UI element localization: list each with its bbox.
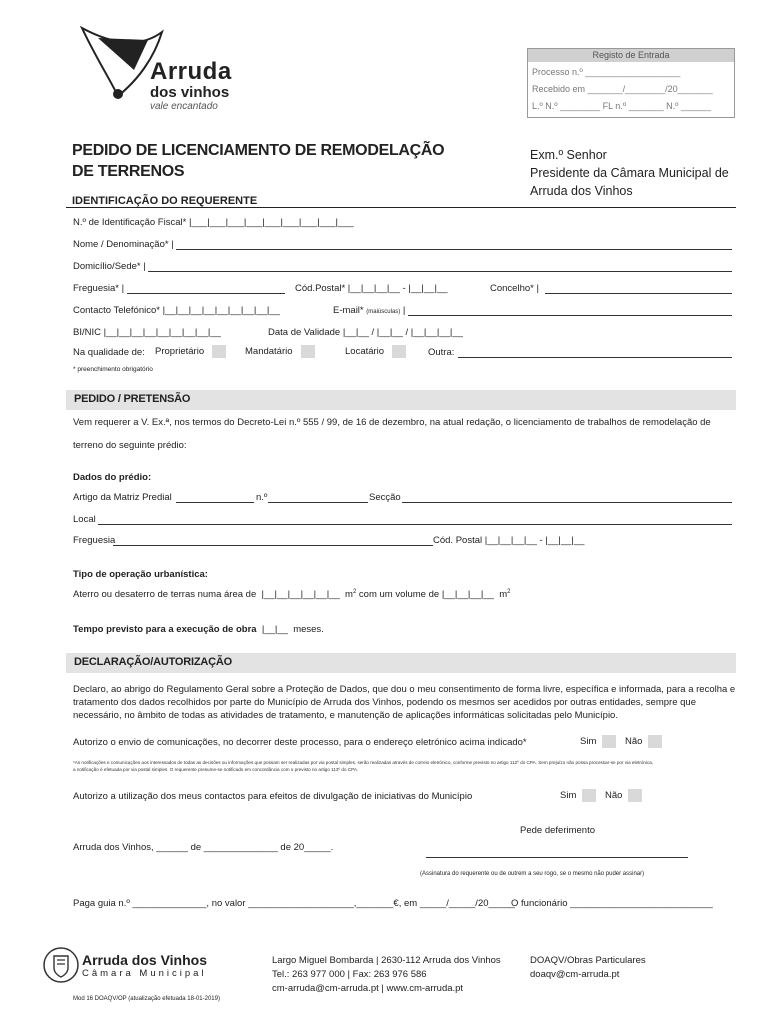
- local-label: Local: [73, 514, 96, 525]
- local-data-field[interactable]: Arruda dos Vinhos, ______ de ______________ de 20_____.: [73, 842, 334, 853]
- autorizo-email-label: Autorizo o envio de comunicações, no decorrer deste processo, para o endereço eletrónico acima indicado*: [73, 737, 527, 748]
- nome-field[interactable]: [176, 249, 732, 250]
- artigo-label: Artigo da Matriz Predial: [73, 492, 172, 503]
- section-declaracao-heading: DECLARAÇÃO/AUTORIZAÇÃO: [74, 656, 232, 668]
- signature-line[interactable]: [426, 857, 688, 858]
- pedido-text1: Vem requerer a V. Ex.ª, nos termos do Decreto-Lei n.º 555 / 99, de 16 de dezembro, na atual redação, o licenciamento de trabalhos de remodelação de: [73, 417, 711, 428]
- declaracao-text: Declaro, ao abrigo do Regulamento Geral sobre a Proteção de Dados, que dou o meu consentimento de forma livre, específica e informada, para a recolha e tratamento dos dados recolhidos por parte do Município de Arruda dos Vinhos, podendo os mesmos ser acedidos por outras entidades, sempre que necessário, no âmbito de todas as atividades de tratamento, e manutenção de aplicações informáticas solicitadas pelo Município.: [73, 684, 736, 721]
- concelho-label: Concelho* |: [490, 283, 539, 294]
- tempo-field[interactable]: Tempo previsto para a execução de obra |__|__ meses.: [73, 624, 324, 635]
- artigo-field[interactable]: [176, 502, 254, 503]
- footer-emblem-icon: [42, 946, 80, 984]
- seccao-label: Secção: [369, 492, 401, 503]
- autorizo-contactos-label: Autorizo a utilização dos meus contactos para efeitos de divulgação de iniciativas do Município: [73, 791, 473, 802]
- logo-tag: vale encantado: [150, 101, 218, 112]
- email-label: E-mail* (maiúsculas) |: [333, 305, 406, 316]
- locatario-option[interactable]: Locatário: [345, 345, 406, 358]
- page-title-line1: PEDIDO DE LICENCIAMENTO DE REMODELAÇÃO: [72, 142, 445, 159]
- section-identificacao-heading: IDENTIFICAÇÃO DO REQUERENTE: [72, 195, 258, 207]
- registo-processo[interactable]: Processo n.º ___________________: [532, 67, 681, 77]
- artigo-no-field[interactable]: [268, 502, 368, 503]
- autorizo-email-nao[interactable]: Não: [625, 735, 662, 748]
- section-pedido-bar: [66, 390, 736, 410]
- aterro-field[interactable]: Aterro ou desaterro de terras numa área de |__|__|__|__|__|__ $m^2$ com um volume de |__|__|__|__ $m^2$: [73, 589, 511, 601]
- page-title-line2: DE TERRENOS: [72, 163, 185, 180]
- footer-department: DOAQV/Obras Particulares doaqv@cm-arruda.pt: [530, 955, 646, 980]
- footer-brand: Arruda dos Vinhos: [82, 952, 207, 968]
- autorizo-contactos-nao-checkbox[interactable]: [628, 789, 642, 802]
- domicilio-label: Domicílio/Sede* |: [73, 261, 146, 272]
- artigo-no-label: n.º: [256, 492, 268, 503]
- pede-deferimento: Pede deferimento: [520, 825, 595, 836]
- locatario-checkbox[interactable]: [392, 345, 406, 358]
- autorizo-contactos-nao[interactable]: Não: [605, 789, 642, 802]
- codpostal-predio-field[interactable]: Cód. Postal |__|__|__|__ - |__|__|__: [433, 535, 585, 546]
- domicilio-field[interactable]: [148, 271, 732, 272]
- addressee: Exm.º Senhor Presidente da Câmara Municipal de Arruda dos Vinhos: [530, 148, 729, 198]
- mandatario-option[interactable]: Mandatário: [245, 345, 315, 358]
- pedido-text2: terreno do seguinte prédio:: [73, 440, 187, 451]
- autorizo-email-nao-checkbox[interactable]: [648, 735, 662, 748]
- logo-name: Arruda: [150, 58, 232, 85]
- concelho-field[interactable]: [545, 293, 732, 294]
- mandatario-checkbox[interactable]: [301, 345, 315, 358]
- dados-predio-heading: Dados do prédio:: [73, 472, 152, 483]
- validade-field[interactable]: Data de Validade |__|__ / |__|__ / |__|__|__|__: [268, 327, 463, 338]
- freguesia-field[interactable]: [127, 293, 285, 294]
- autorizo-contactos-sim-checkbox[interactable]: [582, 789, 596, 802]
- registo-title: Registo de Entrada: [528, 49, 734, 62]
- email-field[interactable]: [408, 315, 732, 316]
- registo-box: [527, 48, 735, 118]
- proprietario-checkbox[interactable]: [212, 345, 226, 358]
- obligatory-note: * preenchimento obrigatório: [73, 366, 153, 373]
- fine-print: *As notificações e comunicações aos interessados de todas as decisões ou informações que possam ser realizadas por via postal simples, serão realizadas através de correio eletrónico, conforme previsto no artigo 112º do CPA. Sem prejuízo não possa processar-se por via eletrónica, a notificação é efetuada por via postal simples. O requerente presume-se notificado em concordância com o previsto no artigo 113º do CPA.: [73, 760, 654, 772]
- proprietario-option[interactable]: Proprietário: [155, 345, 226, 358]
- funcionario-field[interactable]: O funcionário ___________________________: [511, 898, 713, 909]
- codpostal-field[interactable]: Cód.Postal* |__|__|__|__ - |__|__|__: [295, 283, 448, 294]
- freguesia-predio-field[interactable]: [113, 545, 433, 546]
- tipo-operacao-heading: Tipo de operação urbanística:: [73, 569, 208, 580]
- footer-address: Largo Miguel Bombarda | 2630-112 Arruda dos Vinhos Tel.: 263 977 000 | Fax: 263 976 586 cm-arruda@cm-arruda.pt | www.cm-arruda.pt: [272, 955, 501, 994]
- registo-recebido[interactable]: Recebido em _______/________/20_______: [532, 84, 713, 94]
- nome-label: Nome / Denominação* |: [73, 239, 174, 250]
- freguesia-label: Freguesia* |: [73, 283, 125, 294]
- nif-field[interactable]: N.º de Identificação Fiscal* |___|___|___|___|___|___|___|___|___: [73, 217, 354, 228]
- autorizo-contactos-sim[interactable]: Sim: [560, 789, 596, 802]
- contacto-field[interactable]: Contacto Telefónico* |__|__|__|__|__|__|__|__|__: [73, 305, 280, 316]
- assinatura-note: (Assinatura do requerente ou de outrem a seu rogo, se o mesmo não puder assinar): [420, 871, 645, 877]
- freguesia-predio-label: Freguesia: [73, 535, 116, 546]
- bi-field[interactable]: BI/NIC |__|__|__|__|__|__|__|__|__: [73, 327, 221, 338]
- outra-label: Outra:: [428, 347, 455, 358]
- qualidade-label: Na qualidade de:: [73, 347, 145, 358]
- paga-guia-field[interactable]: Paga guia n.º ______________, no valor ____________________,_______€, em _____/_____/20_____: [73, 898, 515, 909]
- local-field[interactable]: [98, 524, 732, 525]
- footer-brand-sub: Câmara Municipal: [82, 968, 207, 979]
- autorizo-email-sim[interactable]: Sim: [580, 735, 616, 748]
- section-pedido-heading: PEDIDO / PRETENSÃO: [74, 393, 191, 405]
- autorizo-email-sim-checkbox[interactable]: [602, 735, 616, 748]
- seccao-field[interactable]: [402, 502, 732, 503]
- form-model-code: Mod 16 DOAQV/OP (atualização efetuada 18-01-2019): [73, 996, 220, 1002]
- logo-sub: dos vinhos: [150, 84, 230, 101]
- outra-field[interactable]: [458, 357, 732, 358]
- section-declaracao-bar: [66, 653, 736, 673]
- registo-livro[interactable]: L.º N.º ________ FL n.º _______ N.º ______: [532, 101, 711, 111]
